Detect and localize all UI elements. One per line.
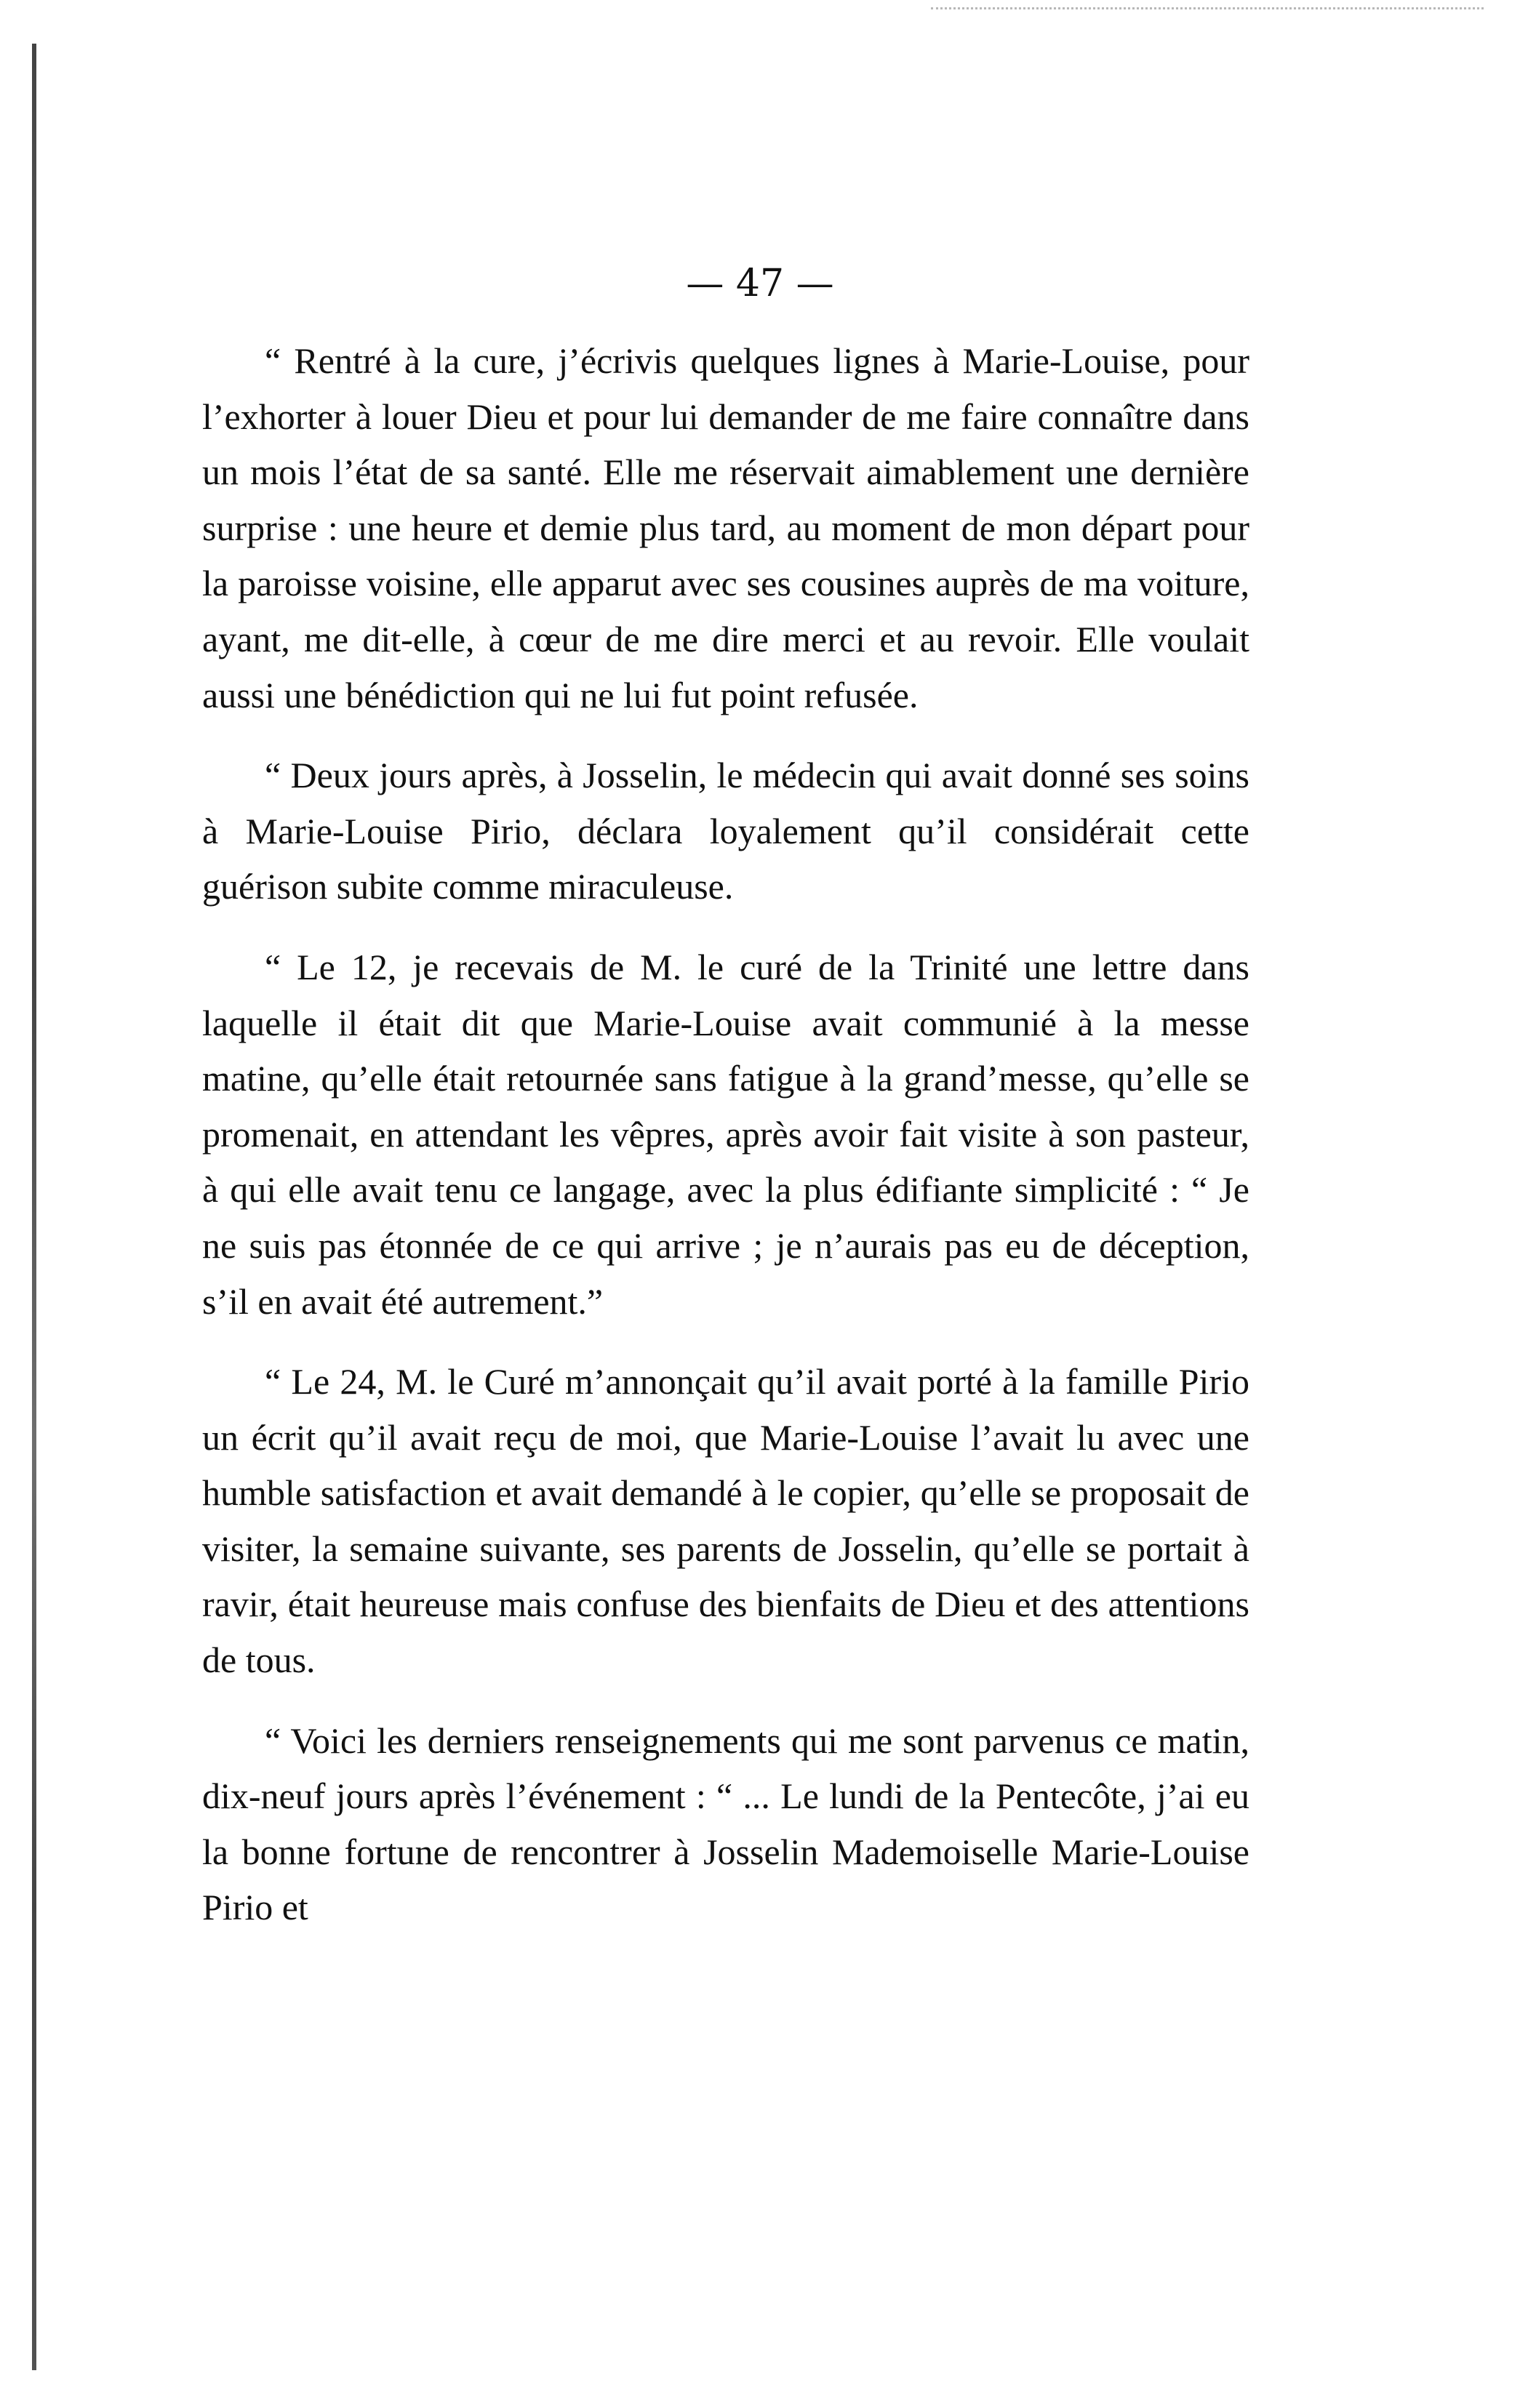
paragraph-3: “ Le 12, je recevais de M. le curé de la Trinité une lettre dans laquelle il était dit que Marie-Louise avait communié à la messe matine, qu’elle était retournée sans fatigue à la grand’messe, qu’elle se promenait, en attendant les vêpres, après avoir fait visite à son pasteur, à qui elle avait tenu ce langage, avec la plus édifiante simplicité : “ Je ne suis pas étonnée de ce qui arrive ; je n’aurais pas eu de déception, s’il en avait été autrement.” bbox=[202, 946, 1249, 1322]
scan-noise bbox=[931, 7, 1484, 12]
paragraph-5: “ Voici les derniers renseignements qui me sont parvenus ce matin, dix-neuf jours après l’événement : “ ... Le lundi de la Pentecôte, j’ai eu la bonne fortune de rencontrer à Josselin Mademoiselle Marie-Louise Pirio et bbox=[202, 1719, 1249, 1928]
page-body bbox=[202, 333, 1249, 1957]
paragraph-4: “ Le 24, M. le Curé m’annonçait qu’il avait porté à la famille Pirio un écrit qu’il avait reçu de moi, que Marie-Louise l’avait lu avec une humble satisfaction et avait demandé à le copier, qu’elle se proposait de visiter, la semaine suivante, ses parents de Josselin, qu’elle se portait à ravir, était heureuse mais confuse des bienfaits de Dieu et des attentions de tous. bbox=[202, 1361, 1249, 1681]
paragraph-1: “ Rentré à la cure, j’écrivis quelques lignes à Marie-Louise, pour l’exhorter à louer Dieu et pour lui demander de me faire connaître dans un mois l’état de sa santé. Elle me réservait aimablement une dernière surprise : une heure et demie plus tard, au moment de mon départ pour la paroisse voisine, elle apparut avec ses cousines auprès de ma voiture, ayant, me dit-elle, à cœur de me dire merci et au revoir. Elle voulait aussi une bénédiction qui ne lui fut point refusée. bbox=[202, 340, 1249, 715]
page-binding-edge bbox=[32, 44, 36, 2370]
page-number: — 47 — bbox=[686, 262, 834, 305]
paragraph-2: “ Deux jours après, à Josselin, le médecin qui avait donné ses soins à Marie-Louise Pirio, déclara loyalement qu’il considérait cette guérison subite comme miraculeuse. bbox=[202, 755, 1249, 907]
